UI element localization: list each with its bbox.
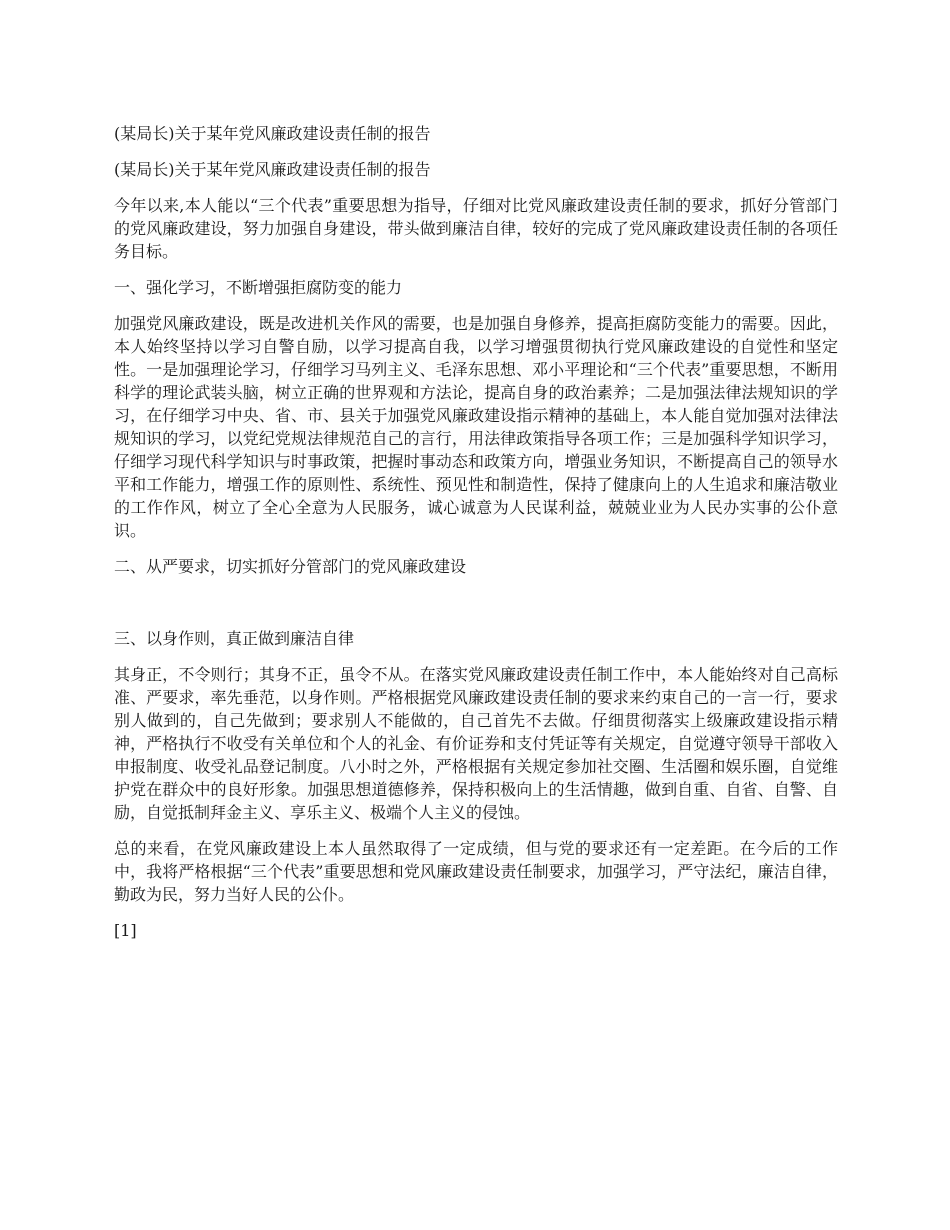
section-3-heading: 三、以身作则，真正做到廉洁自律 bbox=[114, 629, 355, 648]
document-title-1: (某局长)关于某年党风廉政建设责任制的报告 bbox=[114, 124, 431, 143]
document-body bbox=[114, 122, 838, 955]
section-1-paragraph: 加强党风廉政建设，既是改进机关作风的需要，也是加强自身修养，提高拒腐防变能力的需要。因此，本人始终坚持以学习自警自励，以学习提高自我，以学习增强贯彻执行党风廉政建设的自觉性和坚定性。一是加强理论学习，仔细学习马列主义、毛泽东思想、邓小平理论和“三个代表”重要思想，不断用科学的理论武装头脑，树立正确的世界观和方法论，提高自身的政治素养；二是加强法律法规知识的学习，在仔细学习中央、省、市、县关于加强党风廉政建设指示精神的基础上，本人能自觉加强对法律法规知识的学习，以党纪党规法律规范自己的言行，用法律政策指导各项工作；三是加强科学知识学习，仔细学习现代科学知识与时事政策，把握时事动态和政策方向，增强业务知识，不断提高自己的领导水平和工作能力，增强工作的原则性、系统性、预见性和制造性，保持了健康向上的人生追求和廉洁敬业的工作作风，树立了全心全意为人民服务，诚心诚意为人民谋利益，兢兢业业为人民办实事的公仆意识。 bbox=[114, 314, 838, 540]
section-2-heading: 二、从严要求，切实抓好分管部门的党风廉政建设 bbox=[114, 557, 467, 576]
document-title-2: (某局长)关于某年党风廉政建设责任制的报告 bbox=[114, 160, 431, 179]
intro-paragraph: 今年以来,本人能以“三个代表”重要思想为指导，仔细对比党风廉政建设责任制的要求，抓好分管部门的党风廉政建设，努力加强自身建设，带头做到廉洁自律，较好的完成了党风廉政建设责任制的各项任务目标。 bbox=[114, 196, 838, 261]
conclusion-paragraph: 总的来看，在党风廉政建设上本人虽然取得了一定成绩，但与党的要求还有一定差距。在今后的工作中，我将严格根据“三个代表”重要思想和党风廉政建设责任制要求，加强学习，严守法纪，廉洁自律，勤政为民，努力当好人民的公仆。 bbox=[114, 839, 838, 904]
section-1-heading: 一、强化学习，不断增强拒腐防变的能力 bbox=[114, 278, 403, 297]
empty-section-space bbox=[114, 591, 838, 627]
section-3-paragraph: 其身正，不令则行；其身不正，虽令不从。在落实党风廉政建设责任制工作中，本人能始终对自己高标准、严要求，率先垂范，以身作则。严格根据党风廉政建设责任制的要求来约束自己的一言一行，要求别人做到的，自己先做到；要求别人不能做的，自己首先不去做。仔细贯彻落实上级廉政建设指示精神，严格执行不收受有关单位和个人的礼金、有价证券和支付凭证等有关规定，自觉遵守领导干部收入申报制度、收受礼品登记制度。八小时之外，严格根据有关规定参加社交圈、生活圈和娱乐圈，自觉维护党在群众中的良好形象。加强思想道德修养，保持积极向上的生活情趣，做到自重、自省、自警、自励，自觉抵制拜金主义、享乐主义、极端个人主义的侵蚀。 bbox=[114, 665, 838, 822]
footnote-reference: [1] bbox=[114, 921, 137, 940]
